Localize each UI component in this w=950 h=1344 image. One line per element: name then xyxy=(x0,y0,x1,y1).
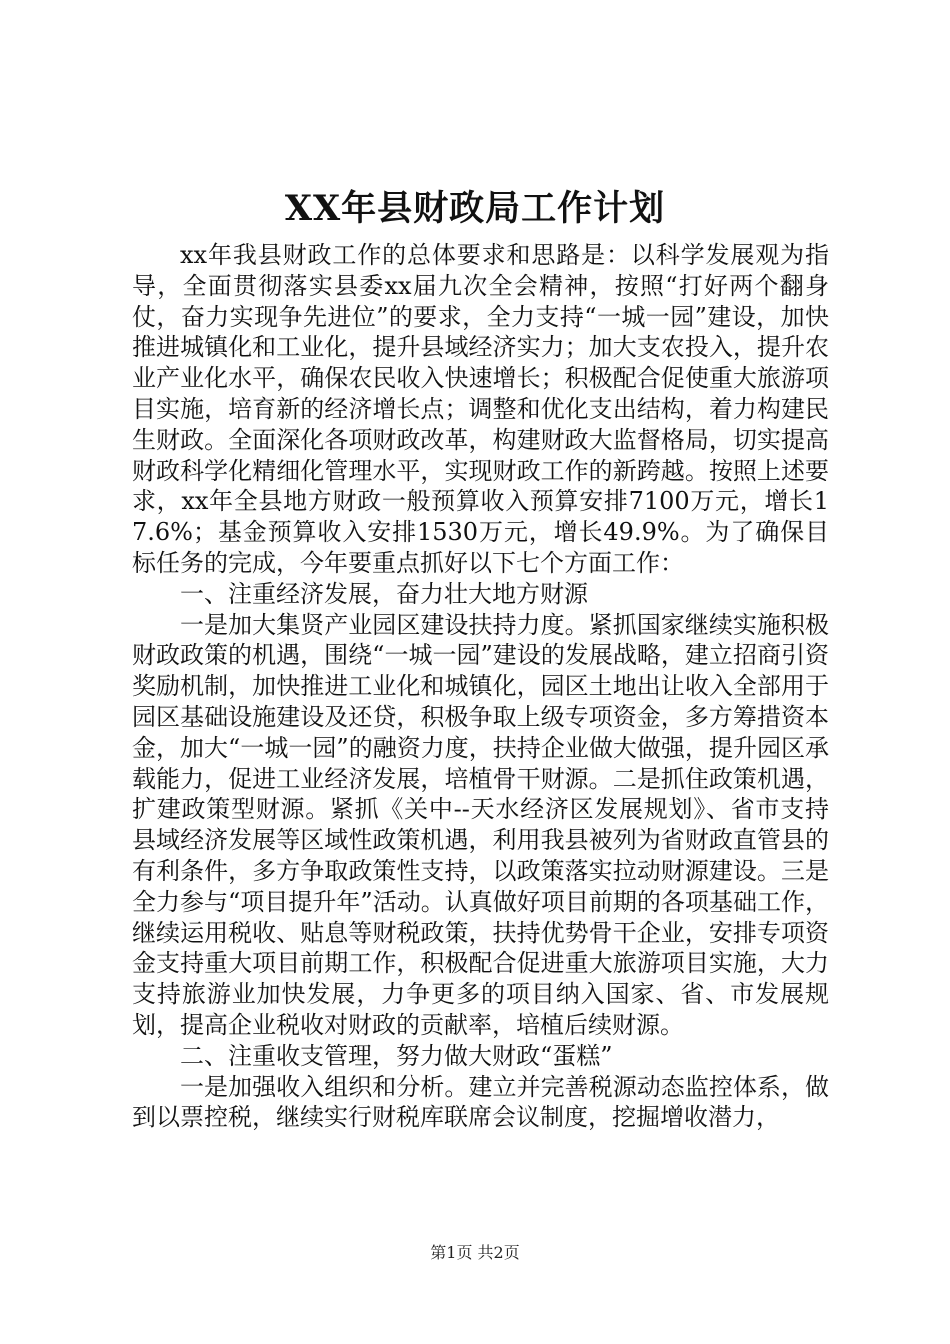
document-title: XX年县财政局工作计划 xyxy=(284,188,666,229)
document-body xyxy=(132,240,829,1133)
page-footer: 第1页 共2页 xyxy=(430,1243,520,1262)
section-heading-1: 一、注重经济发展，奋力壮大地方财源 xyxy=(180,579,588,608)
paragraph-section-2: 一是加强收入组织和分析。建立并完善税源动态监控体系，做到以票控税，继续实行财税库联席会议制度，挖掘增收潜力， xyxy=(132,1072,829,1132)
paragraph-section-1: 一是加大集贤产业园区建设扶持力度。紧抓国家继续实施积极财政政策的机遇，围绕“一城一园”建设的发展战略，建立招商引资奖励机制，加快推进工业化和城镇化，园区土地出让收入全部用于园区基础设施建设及还贷，积极争取上级专项资金，多方筹措资本金，加大“一城一园”的融资力度，扶持企业做大做强，提升园区承载能力，促进工业经济发展，培植骨干财源。二是抓住政策机遇，扩建政策型财源。紧抓《关中--天水经济区发展规划》、省市支持县域经济发展等区域性政策机遇，利用我县被列为省财政直管县的有利条件，多方争取政策性支持，以政策落实拉动财源建设。三是全力参与“项目提升年”活动。认真做好项目前期的各项基础工作，继续运用税收、贴息等财税政策，扶持优势骨干企业，安排专项资金支持重大项目前期工作，积极配合促进重大旅游项目实施，大力支持旅游业加快发展，力争更多的项目纳入国家、省、市发展规划，提高企业税收对财政的贡献率，培植后续财源。 xyxy=(132,610,829,1039)
paragraph-intro: xx年我县财政工作的总体要求和思路是：以科学发展观为指导，全面贯彻落实县委xx届九次全会精神，按照“打好两个翻身仗，奋力实现争先进位”的要求，全力支持“一城一园”建设，加快推进城镇化和工业化，提升县域经济实力；加大支农投入，提升农业产业化水平，确保农民收入快速增长；积极配合促使重大旅游项目实施，培育新的经济增长点；调整和优化支出结构，着力构建民生财政。全面深化各项财政改革，构建财政大监督格局，切实提高财政科学化精细化管理水平，实现财政工作的新跨越。按照上述要求，xx年全县地方财政一般预算收入预算安排7100万元，增长17.6%；基金预算收入安排1530万元，增长49.9%。为了确保目标任务的完成，今年要重点抓好以下七个方面工作： xyxy=(132,241,829,577)
section-heading-2: 二、注重收支管理，努力做大财政“蛋糕” xyxy=(180,1041,613,1070)
